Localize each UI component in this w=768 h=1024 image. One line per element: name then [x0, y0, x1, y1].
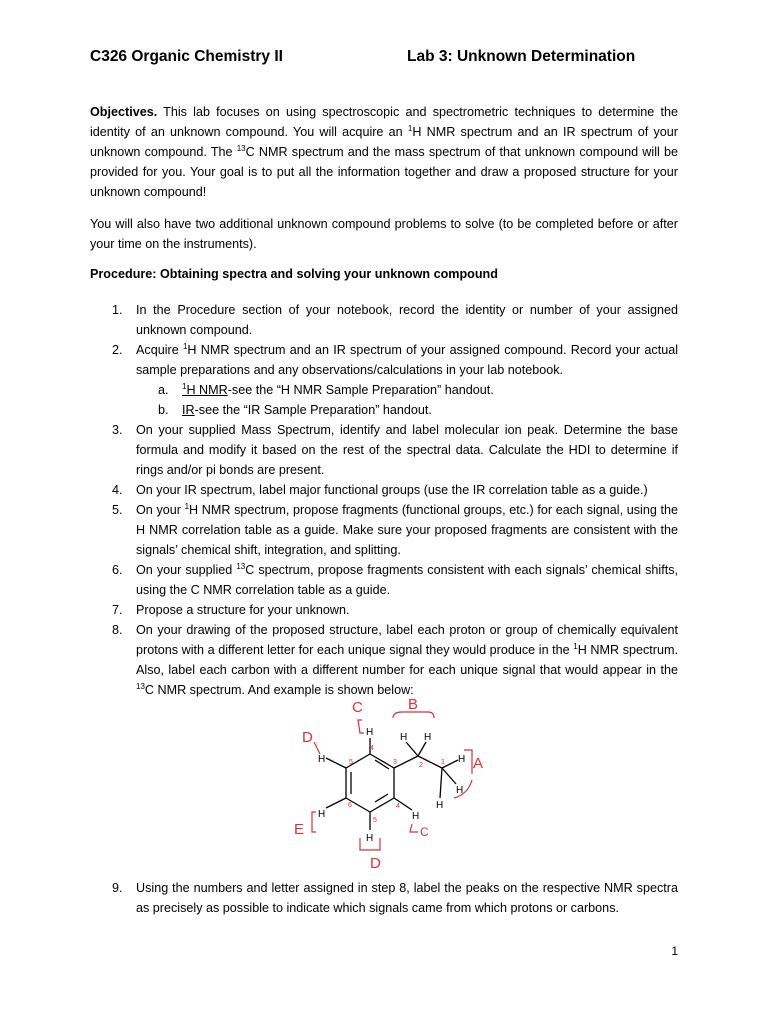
carbon-number: 2 — [419, 762, 423, 769]
atom-h: H — [456, 785, 464, 796]
step-8: 8. On your drawing of the proposed structure, label each proton or group of chemically equivalent protons with a different letter for each unique signal they would produce in the $^1$H NMR spectrum. Also, label each carbon with a different number for each unique signal that would appear in the $^{13}$C NMR spectrum. And example is shown below: — [112, 623, 678, 697]
carbon-number: 4 — [396, 803, 400, 810]
atom-h: H — [458, 754, 466, 765]
carbon-numbers — [348, 745, 445, 824]
proton-letter: A — [473, 755, 484, 772]
proton-brackets — [312, 712, 472, 850]
atom-h: H — [424, 732, 432, 743]
objectives-label: Objectives. — [90, 105, 158, 119]
hydrogen-labels — [318, 727, 465, 844]
ethylbenzene-structure-figure — [290, 698, 510, 876]
proton-letter: C — [352, 699, 363, 716]
step-7: 7. Propose a structure for your unknown. — [112, 603, 350, 617]
ir-link: IR — [182, 403, 195, 417]
course-title: C326 Organic Chemistry II — [90, 48, 283, 65]
atom-h: H — [436, 800, 444, 811]
proton-letter: D — [302, 729, 313, 746]
step-1: 1. In the Procedure section of your notebook, record the identity or number of your assigned unknown compound. — [112, 303, 678, 337]
atom-h: H — [412, 811, 420, 822]
molecule-bonds — [326, 738, 458, 830]
carbon-number: 5 — [349, 759, 353, 766]
proton-letter: B — [408, 698, 419, 713]
step-3: 3. On your supplied Mass Spectrum, identify and label molecular ion peak. Determine the base formula and modify it based on the rest of the spectral data. Calculate the HDI to determine if rings and/or pi bonds are present. — [112, 423, 678, 477]
page-number: 1 — [671, 944, 678, 958]
step-5: 5. On your $^1$H NMR spectrum, propose fragments (functional groups, etc.) for each signal, using the H NMR correlation table as a guide. Make sure your proposed fragments are consistent with the signals’ chemical shift, integration, and splitting. — [112, 502, 678, 557]
carbon-number: 1 — [441, 759, 445, 766]
step-9: 9. Using the numbers and letter assigned in step 8, label the peaks on the respective NMR spectra as precisely as possible to indicate which signals came from which protons or carbons. — [112, 881, 678, 915]
procedure-heading: Procedure: Obtaining spectra and solving your unknown compound — [90, 267, 498, 281]
atom-h: H — [366, 727, 374, 738]
lab-title: Lab 3: Unknown Determination — [407, 48, 636, 65]
h-nmr-link: $^1$H NMR — [182, 382, 228, 397]
step-4: 4. On your IR spectrum, label major functional groups (use the IR correlation table as a guide.) — [112, 483, 648, 497]
atom-h: H — [400, 732, 408, 743]
header — [90, 48, 678, 70]
additional-paragraph: You will also have two additional unknown compound problems to solve (to be completed before or after your time on the instruments). — [90, 217, 678, 251]
step-2b: b. IR-see the “IR Sample Preparation” handout. — [158, 403, 432, 417]
carbon-number: 5 — [373, 817, 377, 824]
step-2-substeps — [136, 380, 678, 420]
carbon-number: 3 — [393, 759, 397, 766]
document-page — [90, 0, 678, 1024]
carbon-number: 4 — [370, 745, 374, 752]
step-6: 6. On your supplied $^{13}$C spectrum, propose fragments consistent with each signals’ chemical shifts, using the C NMR correlation table as a guide. — [112, 562, 678, 597]
proton-letter: D — [370, 855, 381, 872]
objectives-paragraph: Objectives. This lab focuses on using spectroscopic and spectrometric techniques to determine the identity of an unknown compound. You will acquire an $^1$H NMR spectrum and an IR spectrum of your unknown compound. The $^{13}$C NMR spectrum and the mass spectrum of that unknown compound will be provided for you. Your goal is to put all the information together and draw a proposed structure for your unknown compound! — [90, 105, 678, 199]
atom-h: H — [318, 754, 326, 765]
step-2: 2. Acquire $^1$H NMR spectrum and an IR spectrum of your assigned compound. Record your actual sample preparations and any observations/calculations in your lab notebook. a. $^1$H NMR-see the “H NMR Sample Preparation” handout. b. IR-see the “IR Sample Preparation” handout. — [90, 340, 678, 420]
step-2a: a. $^1$H NMR-see the “H NMR Sample Preparation” handout. — [158, 382, 494, 397]
proton-letter: E — [294, 821, 305, 838]
proton-letters — [294, 698, 483, 872]
atom-h: H — [366, 833, 374, 844]
proton-letter: C — [420, 825, 429, 839]
carbon-number: 6 — [348, 802, 352, 809]
atom-h: H — [318, 809, 326, 820]
